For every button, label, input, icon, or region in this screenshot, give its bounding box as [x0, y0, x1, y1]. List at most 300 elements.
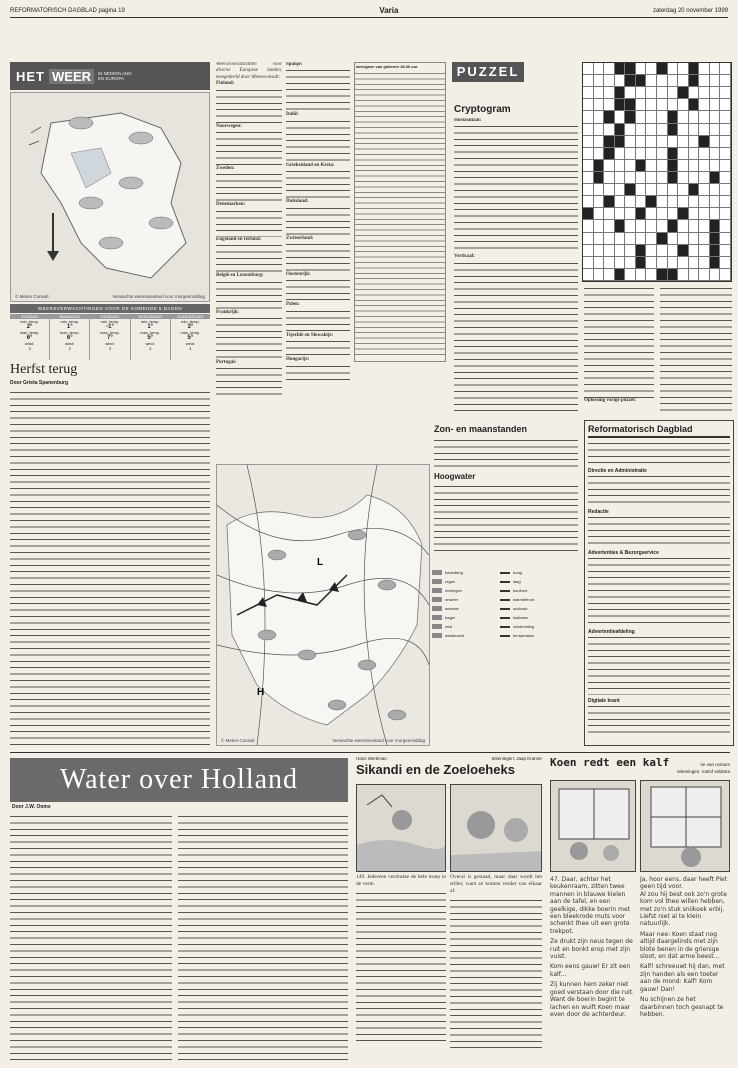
forecast-w: 3: [149, 346, 152, 351]
grid-cell[interactable]: [604, 220, 615, 232]
grid-cell[interactable]: [699, 75, 710, 87]
grid-block: [594, 160, 605, 172]
grid-cell[interactable]: [720, 220, 731, 232]
grid-cell[interactable]: [668, 99, 679, 111]
map-high-marker: H: [257, 687, 265, 698]
grid-cell[interactable]: [710, 136, 721, 148]
grid-cell[interactable]: [678, 269, 689, 281]
grid-cell[interactable]: [625, 245, 636, 257]
grid-cell[interactable]: [720, 196, 731, 208]
grid-cell[interactable]: [604, 184, 615, 196]
grid-cell[interactable]: [689, 136, 700, 148]
grid-cell[interactable]: [604, 172, 615, 184]
grid-cell[interactable]: [583, 160, 594, 172]
grid-cell[interactable]: [583, 220, 594, 232]
cryptogram-solution: [660, 286, 732, 414]
forecast-w: 4: [189, 346, 192, 351]
grid-cell[interactable]: [710, 208, 721, 220]
grid-block: [615, 136, 626, 148]
grid-cell[interactable]: [594, 63, 605, 75]
legend-symbol-icon: [432, 570, 442, 575]
grid-cell[interactable]: [710, 184, 721, 196]
grid-cell[interactable]: [604, 269, 615, 281]
grid-block: [636, 208, 647, 220]
grid-cell[interactable]: [583, 184, 594, 196]
colophon-redactie: Redactie: [588, 509, 609, 515]
weather-het: HET: [16, 68, 45, 84]
grid-cell[interactable]: [615, 184, 626, 196]
forecast-min: min. temp.: [181, 319, 200, 324]
grid-block: [604, 136, 615, 148]
grid-cell[interactable]: [583, 75, 594, 87]
grid-cell[interactable]: [604, 124, 615, 136]
grid-cell[interactable]: [699, 233, 710, 245]
grid-cell[interactable]: [689, 257, 700, 269]
crossword-grid[interactable]: [582, 62, 732, 282]
grid-cell[interactable]: [678, 99, 689, 111]
legend-row: [432, 631, 580, 640]
grid-cell[interactable]: [678, 136, 689, 148]
grid-cell[interactable]: [583, 99, 594, 111]
forecast-min: min. temp.: [60, 319, 80, 324]
sikandi-author: Hans Werkman: [356, 756, 387, 761]
grid-cell[interactable]: [689, 148, 700, 160]
grid-cell[interactable]: [583, 124, 594, 136]
grid-cell[interactable]: [646, 111, 657, 123]
koen-panel-2-drawing: [641, 781, 730, 872]
grid-cell[interactable]: [678, 124, 689, 136]
grid-cell[interactable]: [594, 233, 605, 245]
grid-cell[interactable]: [689, 208, 700, 220]
grid-cell[interactable]: [689, 233, 700, 245]
grid-cell[interactable]: [646, 184, 657, 196]
grid-block: [636, 257, 647, 269]
grid-cell[interactable]: [615, 257, 626, 269]
grid-cell[interactable]: [604, 63, 615, 75]
grid-cell[interactable]: [689, 245, 700, 257]
grid-cell[interactable]: [583, 148, 594, 160]
grid-cell[interactable]: [583, 136, 594, 148]
forecast-t1: -1°: [106, 324, 114, 330]
grid-cell[interactable]: [615, 245, 626, 257]
grid-cell[interactable]: [678, 257, 689, 269]
grid-cell[interactable]: [604, 208, 615, 220]
grid-cell[interactable]: [594, 87, 605, 99]
weather-banner-subtitle: IN NEDERLAND EN EUROPA: [98, 71, 132, 81]
grid-cell[interactable]: [668, 196, 679, 208]
grid-cell[interactable]: [699, 124, 710, 136]
grid-cell[interactable]: [657, 220, 668, 232]
grid-cell[interactable]: [583, 269, 594, 281]
grid-cell[interactable]: [668, 233, 679, 245]
grid-cell[interactable]: [625, 269, 636, 281]
grid-cell[interactable]: [657, 99, 668, 111]
zon-maan-text: [434, 438, 578, 468]
grid-cell[interactable]: [604, 257, 615, 269]
grid-cell[interactable]: [583, 111, 594, 123]
grid-cell[interactable]: [625, 257, 636, 269]
legend-label: motregen: [445, 588, 462, 593]
grid-cell[interactable]: [636, 269, 647, 281]
grid-cell[interactable]: [657, 172, 668, 184]
grid-cell[interactable]: [678, 233, 689, 245]
grid-block: [615, 124, 626, 136]
grid-cell[interactable]: [646, 208, 657, 220]
grid-cell[interactable]: [668, 63, 679, 75]
grid-cell[interactable]: [720, 63, 731, 75]
grid-block: [710, 245, 721, 257]
grid-cell[interactable]: [699, 184, 710, 196]
grid-cell[interactable]: [678, 220, 689, 232]
sikandi-text-2: Overal is gestaad, maar daar wordt het stiller, want ze komen verder van elkaar af.: [450, 874, 542, 1060]
grid-cell[interactable]: [646, 160, 657, 172]
grid-cell[interactable]: [720, 233, 731, 245]
grid-cell[interactable]: [668, 75, 679, 87]
grid-block: [615, 269, 626, 281]
grid-block: [689, 75, 700, 87]
legend-symbol-icon: [432, 633, 442, 638]
grid-cell[interactable]: [594, 148, 605, 160]
grid-cell[interactable]: [636, 63, 647, 75]
grid-cell[interactable]: [699, 208, 710, 220]
grid-cell[interactable]: [699, 257, 710, 269]
grid-cell[interactable]: [636, 172, 647, 184]
forecast-t1: 2°: [26, 324, 33, 330]
grid-cell[interactable]: [594, 208, 605, 220]
legend-symbol-icon: [432, 615, 442, 620]
grid-block: [668, 160, 679, 172]
grid-block: [689, 184, 700, 196]
grid-block: [646, 196, 657, 208]
grid-cell[interactable]: [657, 208, 668, 220]
grid-cell[interactable]: [720, 148, 731, 160]
grid-cell[interactable]: [699, 111, 710, 123]
sikandi-panel-1: [356, 784, 446, 872]
grid-cell[interactable]: [710, 196, 721, 208]
grid-cell[interactable]: [625, 87, 636, 99]
grid-cell[interactable]: [720, 208, 731, 220]
grid-cell[interactable]: [720, 269, 731, 281]
cryptogram-clues: Horizontaal: Verticaal:: [454, 118, 578, 414]
grid-cell[interactable]: [720, 124, 731, 136]
grid-cell[interactable]: [615, 148, 626, 160]
grid-cell[interactable]: [625, 160, 636, 172]
hoogwater-text: [434, 484, 578, 556]
grid-cell[interactable]: [699, 245, 710, 257]
grid-cell[interactable]: [615, 208, 626, 220]
grid-cell[interactable]: [646, 269, 657, 281]
grid-cell[interactable]: [604, 99, 615, 111]
legend-symbol-icon: [500, 617, 510, 619]
grid-cell[interactable]: [668, 136, 679, 148]
grid-cell[interactable]: [710, 111, 721, 123]
grid-cell[interactable]: [636, 111, 647, 123]
grid-cell[interactable]: [657, 245, 668, 257]
legend-label: bewolking: [445, 570, 463, 575]
forecast-w: 2: [68, 346, 71, 351]
grid-cell[interactable]: [604, 245, 615, 257]
grid-cell[interactable]: [625, 148, 636, 160]
grid-cell[interactable]: [625, 196, 636, 208]
grid-cell[interactable]: [678, 184, 689, 196]
table-rows: [355, 70, 445, 356]
forecast-min: min. temp.: [20, 319, 39, 324]
grid-cell[interactable]: [720, 257, 731, 269]
grid-cell[interactable]: [657, 196, 668, 208]
koen-author: rie van rossum: [700, 762, 730, 767]
forecast-min: min. temp.: [100, 319, 120, 324]
section-title: Varia: [379, 6, 399, 15]
grid-cell[interactable]: [678, 160, 689, 172]
grid-cell[interactable]: [699, 269, 710, 281]
grid-cell[interactable]: [594, 196, 605, 208]
legend-symbol-icon: [432, 579, 442, 584]
grid-block: [678, 245, 689, 257]
grid-cell[interactable]: [657, 87, 668, 99]
grid-block: [668, 172, 679, 184]
sikandi-panel-2: [450, 784, 542, 872]
grid-cell[interactable]: [710, 269, 721, 281]
grid-cell[interactable]: [625, 124, 636, 136]
grid-cell[interactable]: [710, 99, 721, 111]
grid-cell[interactable]: [646, 87, 657, 99]
grid-cell[interactable]: [636, 87, 647, 99]
grid-cell[interactable]: [678, 75, 689, 87]
grid-cell[interactable]: [646, 245, 657, 257]
grid-cell[interactable]: [583, 233, 594, 245]
grid-cell[interactable]: [710, 124, 721, 136]
grid-block: [657, 233, 668, 245]
grid-cell[interactable]: [636, 233, 647, 245]
grid-cell[interactable]: [710, 87, 721, 99]
grid-cell[interactable]: [699, 99, 710, 111]
grid-cell[interactable]: [646, 124, 657, 136]
grid-cell[interactable]: [668, 184, 679, 196]
grid-cell[interactable]: [594, 257, 605, 269]
grid-cell[interactable]: [625, 220, 636, 232]
map-low-marker: L: [317, 557, 324, 568]
grid-cell[interactable]: [699, 87, 710, 99]
grid-cell[interactable]: [594, 124, 605, 136]
grid-cell[interactable]: [604, 160, 615, 172]
table-title: weergave van gisteren 18.00 uur: [356, 64, 418, 69]
netherlands-weather-map: [10, 92, 210, 302]
grid-cell[interactable]: [583, 87, 594, 99]
grid-cell[interactable]: [625, 172, 636, 184]
grid-cell[interactable]: [678, 172, 689, 184]
grid-cell[interactable]: [720, 87, 731, 99]
grid-cell[interactable]: [604, 75, 615, 87]
forecast-w: 3: [108, 346, 112, 351]
grid-cell[interactable]: [699, 148, 710, 160]
grid-cell[interactable]: [720, 111, 731, 123]
grid-cell[interactable]: [636, 220, 647, 232]
grid-cell[interactable]: [657, 75, 668, 87]
legend-row: [432, 604, 580, 613]
hoogwater-title: Hoogwater: [434, 472, 476, 481]
grid-cell[interactable]: [636, 99, 647, 111]
grid-cell[interactable]: [710, 148, 721, 160]
grid-cell[interactable]: [689, 87, 700, 99]
grid-cell[interactable]: [583, 257, 594, 269]
sikandi-header: [356, 756, 542, 777]
grid-cell[interactable]: [594, 75, 605, 87]
grid-cell[interactable]: [699, 63, 710, 75]
forecast-max: max. temp.: [19, 330, 40, 335]
grid-cell[interactable]: [668, 87, 679, 99]
grid-cell[interactable]: [636, 148, 647, 160]
grid-cell[interactable]: [720, 160, 731, 172]
grid-cell[interactable]: [646, 233, 657, 245]
grid-cell[interactable]: [720, 172, 731, 184]
grid-cell[interactable]: [689, 111, 700, 123]
grid-block: [625, 63, 636, 75]
grid-cell[interactable]: [583, 245, 594, 257]
weather-observations-table: [354, 62, 446, 362]
grid-cell[interactable]: [689, 160, 700, 172]
grid-cell[interactable]: [604, 233, 615, 245]
forecast-day: [90, 314, 129, 360]
grid-cell[interactable]: [636, 136, 647, 148]
grid-block: [636, 160, 647, 172]
grid-cell[interactable]: [689, 172, 700, 184]
grid-cell[interactable]: [720, 245, 731, 257]
grid-block: [668, 124, 679, 136]
grid-cell[interactable]: [615, 196, 626, 208]
grid-cell[interactable]: [594, 269, 605, 281]
grid-cell[interactable]: [646, 63, 657, 75]
grid-cell[interactable]: [615, 75, 626, 87]
grid-cell[interactable]: [710, 75, 721, 87]
grid-cell[interactable]: [657, 160, 668, 172]
grid-cell[interactable]: [689, 220, 700, 232]
grid-cell[interactable]: [583, 196, 594, 208]
legend-symbol-icon: [500, 590, 510, 592]
grid-block: [636, 245, 647, 257]
grid-cell[interactable]: [710, 160, 721, 172]
map-credit: © Meteo Consult: [15, 294, 49, 299]
grid-cell[interactable]: [720, 184, 731, 196]
legend-row: [432, 586, 580, 595]
colophon-advertenties: Advertentieafdeling: [588, 629, 635, 635]
koen-text-col1: 47. Daar, achter het keukenraam, zitten twee mannen in blauwe kielen aan de tafel, en een geelkige, dikke boerin met een bleekrode muts voor schenkt thee uit een grote trekpot. Ze drukt zijn neus tegen de ruit en bonkt erop met zijn vuist. Kom eens gauw! Er zit een kalf... Zij kunnen hem zeker niet goed verstaan door die ruit. Want de boerin begint te lachen en wuift Koen maar even door de achterdeur.: [550, 876, 634, 1018]
grid-block: [625, 184, 636, 196]
herfst-byline: Door Grieta Spanenburg: [10, 380, 69, 386]
grid-cell[interactable]: [710, 63, 721, 75]
grid-block: [604, 196, 615, 208]
grid-cell[interactable]: [646, 220, 657, 232]
grid-block: [678, 208, 689, 220]
grid-cell[interactable]: [689, 124, 700, 136]
grid-cell[interactable]: [678, 63, 689, 75]
grid-cell[interactable]: [636, 196, 647, 208]
grid-block: [668, 148, 679, 160]
forecast-wind: wind:: [105, 341, 115, 346]
grid-cell[interactable]: [657, 148, 668, 160]
grid-cell[interactable]: [657, 184, 668, 196]
grid-block: [710, 257, 721, 269]
water-over-holland-title: Water over Holland: [59, 764, 299, 795]
grid-block: [657, 269, 668, 281]
grid-cell[interactable]: [636, 124, 647, 136]
sikandi-panel-2-drawing: [451, 785, 542, 872]
grid-cell[interactable]: [646, 148, 657, 160]
legend-symbol-icon: [432, 588, 442, 593]
grid-cell[interactable]: [583, 172, 594, 184]
five-day-forecast: [10, 314, 210, 360]
section-divider: [10, 752, 730, 753]
grid-cell[interactable]: [668, 245, 679, 257]
legend-label: koufront: [513, 588, 528, 593]
grid-cell[interactable]: [615, 111, 626, 123]
grid-cell[interactable]: [625, 208, 636, 220]
grid-block: [678, 87, 689, 99]
grid-cell[interactable]: [678, 148, 689, 160]
cryptogram-clues-cont: Oplossing vorige puzzel:: [584, 286, 654, 414]
grid-cell[interactable]: [615, 160, 626, 172]
grid-cell[interactable]: [583, 63, 594, 75]
grid-cell[interactable]: [594, 99, 605, 111]
grid-cell[interactable]: [657, 257, 668, 269]
grid-cell[interactable]: [594, 184, 605, 196]
forecast-t2: 6°: [26, 335, 33, 341]
forecast-t2: 7°: [107, 335, 113, 341]
forecast-max: max. temp.: [100, 330, 120, 335]
grid-cell[interactable]: [615, 172, 626, 184]
grid-cell[interactable]: [668, 208, 679, 220]
grid-cell[interactable]: [657, 136, 668, 148]
grid-cell[interactable]: [657, 124, 668, 136]
grid-cell[interactable]: [689, 196, 700, 208]
grid-cell[interactable]: [699, 220, 710, 232]
legend-label: temperatuur: [513, 633, 535, 638]
grid-cell[interactable]: [699, 172, 710, 184]
grid-cell[interactable]: [689, 269, 700, 281]
grid-cell[interactable]: [604, 87, 615, 99]
grid-cell[interactable]: [615, 233, 626, 245]
grid-block: [668, 220, 679, 232]
grid-cell[interactable]: [720, 75, 731, 87]
grid-block: [604, 111, 615, 123]
grid-cell[interactable]: [646, 172, 657, 184]
grid-cell[interactable]: [678, 196, 689, 208]
grid-cell[interactable]: [720, 99, 731, 111]
grid-cell[interactable]: [646, 99, 657, 111]
grid-cell[interactable]: [678, 111, 689, 123]
grid-cell[interactable]: [625, 136, 636, 148]
legend-symbol-icon: [500, 599, 510, 601]
grid-cell[interactable]: [636, 184, 647, 196]
forecast-day: DONDERDAG: [171, 314, 210, 319]
europe-map-graphic: [217, 465, 429, 745]
grid-cell[interactable]: [668, 257, 679, 269]
grid-cell[interactable]: [720, 136, 731, 148]
grid-cell[interactable]: [594, 245, 605, 257]
grid-cell[interactable]: [699, 160, 710, 172]
grid-cell[interactable]: [646, 257, 657, 269]
grid-cell[interactable]: [699, 196, 710, 208]
grid-cell[interactable]: [594, 111, 605, 123]
grid-block: [710, 172, 721, 184]
grid-cell[interactable]: [594, 220, 605, 232]
legend-label: hoog: [513, 570, 522, 575]
grid-cell[interactable]: [594, 136, 605, 148]
grid-cell[interactable]: [625, 233, 636, 245]
grid-cell[interactable]: [646, 75, 657, 87]
grid-cell[interactable]: [646, 136, 657, 148]
legend-label: mist: [445, 624, 453, 629]
grid-cell[interactable]: [657, 111, 668, 123]
